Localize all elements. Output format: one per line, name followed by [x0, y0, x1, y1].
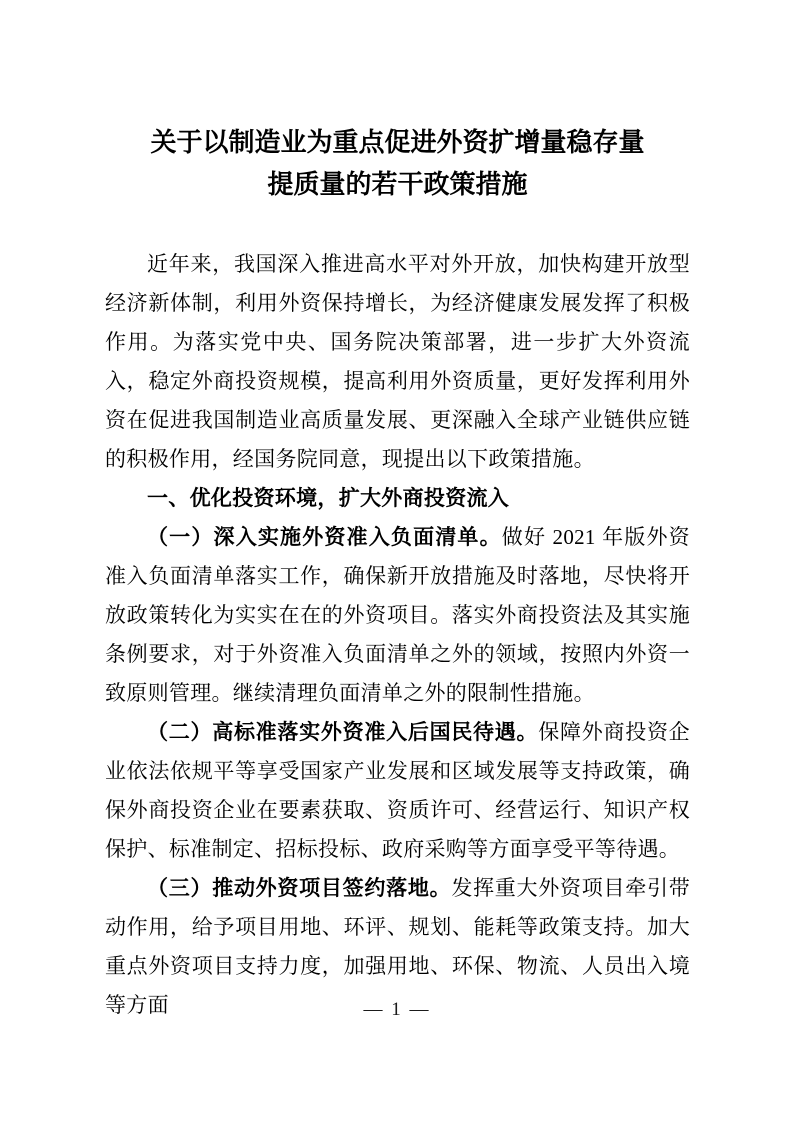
policy-item-1-lead: （一）深入实施外资准入负面清单。 — [147, 525, 502, 549]
document-title-line-2: 提质量的若干政策措施 — [267, 169, 528, 199]
policy-item-1-body: 做好 2021 年版外资准入负面清单落实工作，确保新开放措施及时落地，尽快将开放政策转化为实实在在的外资项目。落实外商投资法及其实施条例要求，对于外资准入负面清单之外的领域，按照内外资一致原则管理。继续清理负面清单之外的限制性措施。 — [105, 525, 690, 705]
document-title — [105, 121, 690, 205]
document-body — [105, 245, 690, 1025]
document-title-line-1: 关于以制造业为重点促进外资扩增量稳存量 — [150, 127, 645, 157]
policy-item-2-body: 保障外商投资企业依法依规平等享受国家产业发展和区域发展等支持政策，确保外商投资企业在要素获取、资质许可、经营运行、知识产权保护、标准制定、招标投标、政府采购等方面享受平等待遇。 — [105, 720, 690, 861]
policy-item-3-body: 发挥重大外资项目牵引带动作用，给予项目用地、环评、规划、能耗等政策支持。加大重点外资项目支持力度，加强用地、环保、物流、人员出入境等方面 — [105, 876, 690, 1017]
page-number: — 1 — — [363, 999, 431, 1020]
section-1-heading: 一、优化投资环境，扩大外商投资流入 — [147, 487, 510, 510]
policy-item-3-lead: （三）推动外资项目签约落地。 — [147, 876, 452, 900]
page-footer — [0, 998, 794, 1022]
policy-item-2-lead: （二）高标准落实外资准入后国民待遇。 — [147, 720, 539, 744]
intro-paragraph: 近年来，我国深入推进高水平对外开放，加快构建开放型经济新体制，利用外资保持增长，为经济健康发展发挥了积极作用。为落实党中央、国务院决策部署，进一步扩大外资流入，稳定外商投资规模，提高利用外资质量，更好发挥利用外资在促进我国制造业高质量发展、更深融入全球产业链供应链的积极作用，经国务院同意，现提出以下政策措施。 — [105, 252, 690, 471]
document-content — [105, 121, 690, 1025]
policy-item-1 — [105, 518, 690, 713]
policy-item-2 — [105, 713, 690, 869]
